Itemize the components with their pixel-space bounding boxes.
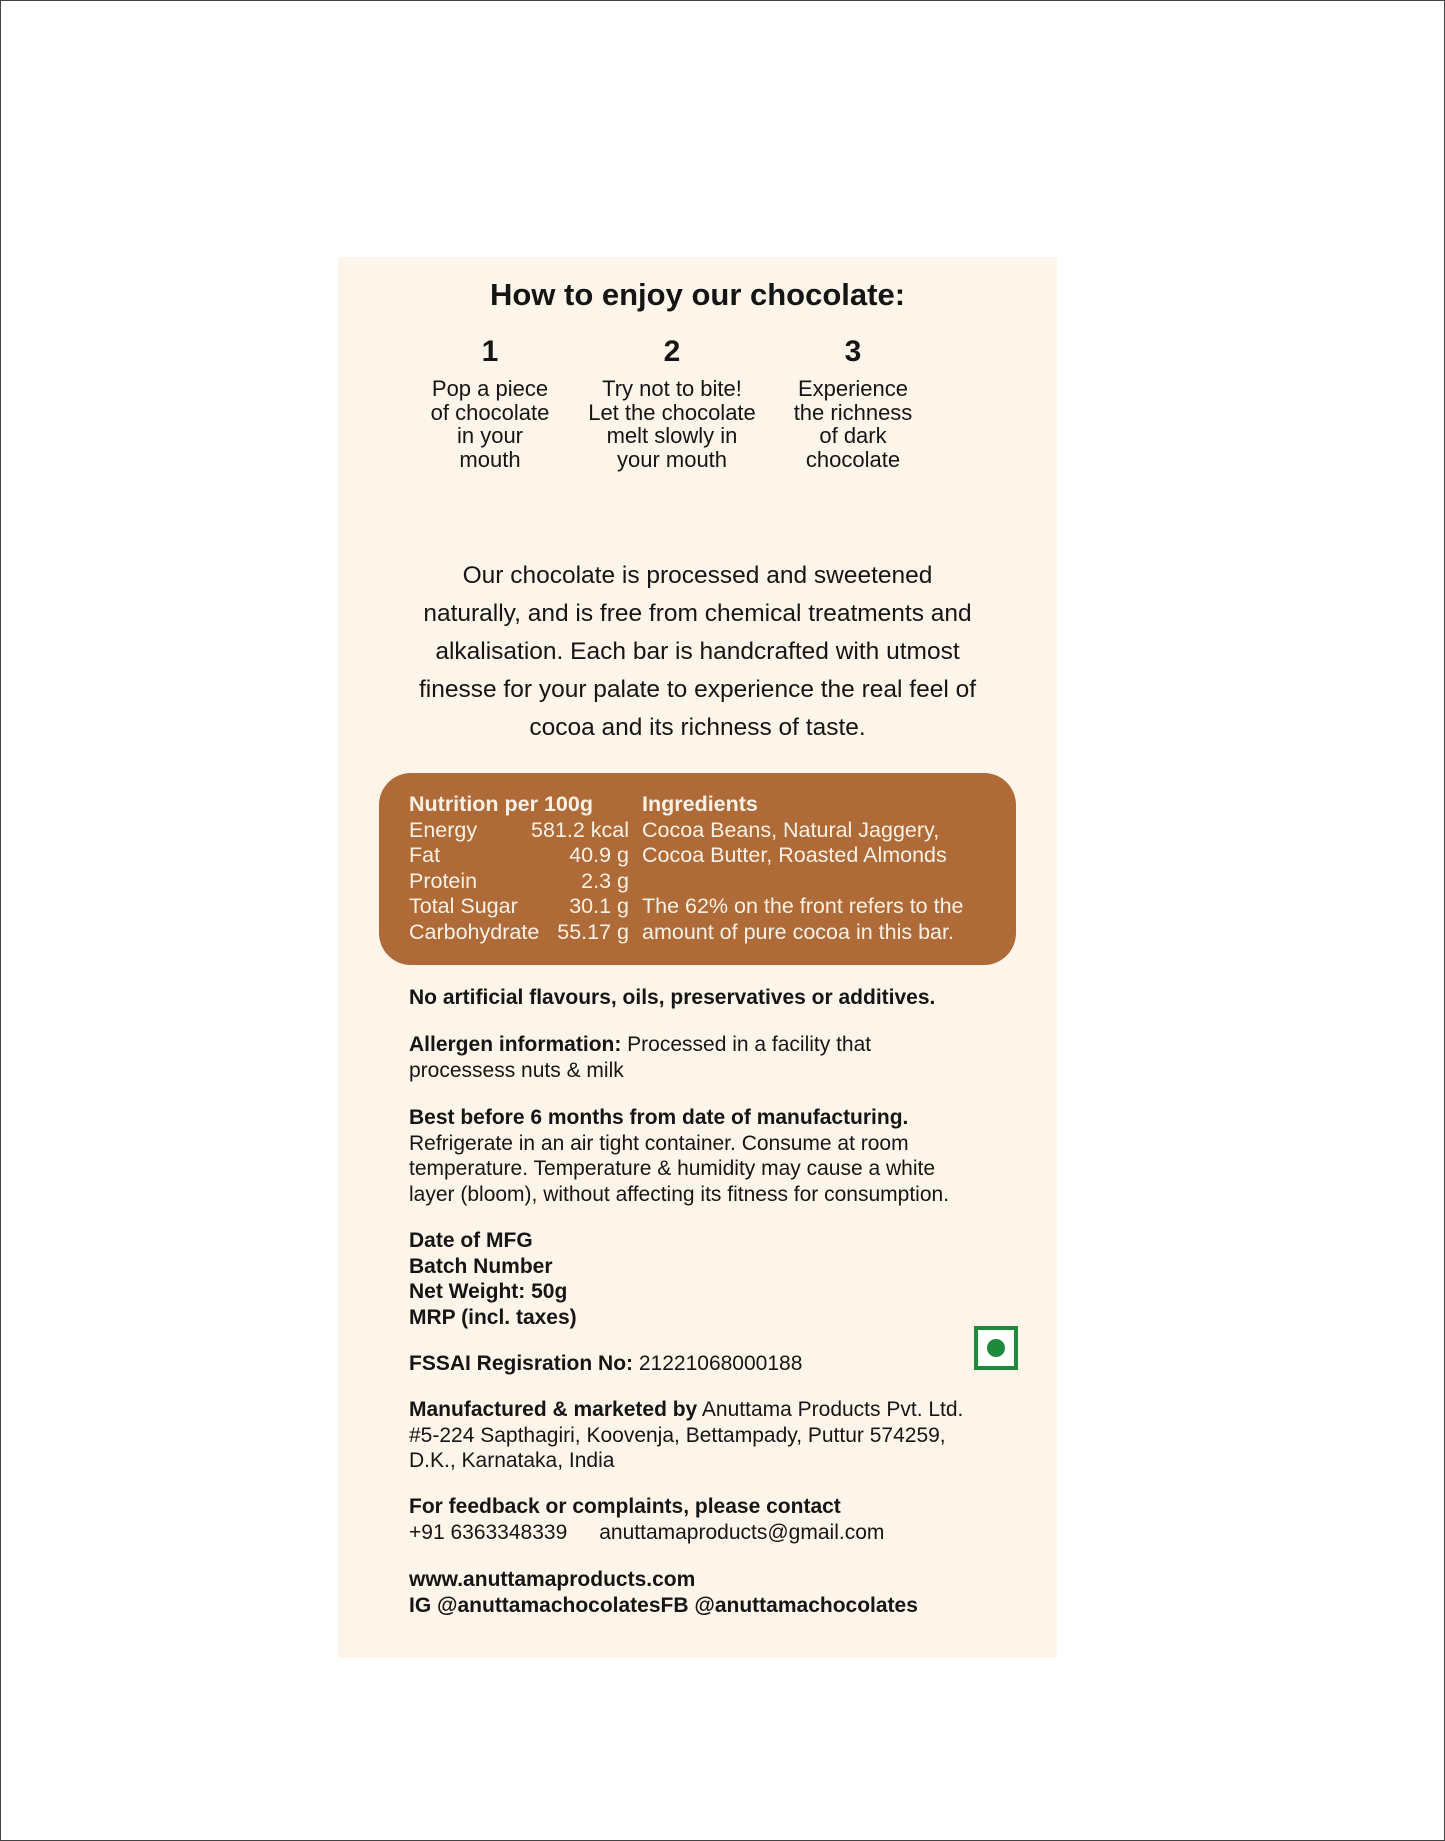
allergen-info [409, 1032, 1029, 1083]
intro-line: alkalisation. Each bar is handcrafted with utmost [435, 638, 960, 665]
allergen-text: Processed in a facility that [621, 1033, 872, 1056]
social-info [409, 1567, 1029, 1618]
step-1 [400, 335, 580, 471]
no-artificial-text: No artificial flavours, oils, preservatives or additives. [409, 986, 936, 1009]
nutrient-name: Total Sugar [409, 894, 518, 918]
page-title: How to enjoy our chocolate: [489, 277, 906, 312]
cocoa-note-line: amount of pure cocoa in this bar. [642, 919, 954, 944]
nutrient-value: 30.1 g [569, 894, 629, 918]
step-line: chocolate [805, 446, 901, 472]
step-line: Experience [797, 376, 909, 401]
step-text [763, 377, 943, 471]
step-line: your mouth [616, 446, 728, 472]
product-details [409, 1228, 1029, 1330]
step-number: 3 [844, 335, 862, 368]
nutrition-table [409, 792, 629, 945]
nutrition-row [409, 894, 629, 920]
nutrition-row [409, 920, 629, 946]
step-line: of chocolate [430, 399, 550, 425]
step-text [582, 377, 762, 471]
date-of-mfg: Date of MFG [409, 1229, 533, 1252]
best-before-info [409, 1105, 1029, 1207]
address-line: D.K., Karnataka, India [409, 1449, 615, 1472]
mrp: MRP (incl. taxes) [409, 1305, 577, 1329]
step-number: 2 [663, 335, 681, 368]
label-panel [338, 257, 1057, 1658]
step-line: of dark [819, 423, 887, 448]
step-3 [763, 335, 943, 471]
nutrition-heading: Nutrition per 100g [409, 792, 593, 816]
no-artificial-statement [409, 985, 1029, 1011]
nutrition-row [409, 818, 629, 844]
nutrient-name: Protein [409, 868, 478, 893]
step-text [400, 377, 580, 471]
step-line: Let the chocolate [588, 399, 756, 425]
intro-line: naturally, and is free from chemical treatments and [423, 600, 972, 627]
intro-line: cocoa and its richness of taste. [529, 714, 866, 741]
nutrition-box [379, 773, 1016, 965]
ingredients-line: Cocoa Beans, Natural Jaggery, [642, 817, 940, 842]
net-weight: Net Weight: 50g [409, 1280, 568, 1303]
nutrient-name: Fat [409, 843, 441, 867]
email-address[interactable]: anuttamaproducts@gmail.com [599, 1520, 885, 1544]
facebook-handle[interactable]: FB @anuttamachocolates [660, 1593, 918, 1617]
cocoa-note-line: The 62% on the front refers to the [642, 894, 964, 918]
step-2 [582, 335, 762, 471]
fssai-number: 21221068000188 [633, 1352, 803, 1375]
nutrient-name: Energy [409, 817, 478, 842]
step-line: Try not to bite! [602, 376, 742, 401]
feedback-heading: For feedback or complaints, please contact [409, 1495, 841, 1518]
phone-number[interactable]: +91 6363348339 [409, 1520, 568, 1544]
storage-line: Refrigerate in an air tight container. Consume at room [409, 1131, 909, 1155]
allergen-label: Allergen information: [409, 1033, 622, 1056]
nutrient-value: 581.2 kcal [530, 817, 629, 842]
fssai-label: FSSAI Regisration No: [409, 1352, 634, 1375]
address-line: #5-224 Sapthagiri, Koovenja, Bettampady, Puttur 574259, [409, 1423, 946, 1447]
nutrition-row [409, 869, 629, 895]
best-before-heading: Best before 6 months from date of manufacturing. [409, 1106, 909, 1129]
step-line: Pop a piece [431, 376, 549, 401]
instagram-handle[interactable]: IG @anuttamachocolates [409, 1593, 661, 1617]
manufacturer-name: Anuttama Products Pvt. Ltd. [697, 1398, 964, 1421]
intro-line: finesse for your palate to experience the real feel of [418, 676, 977, 703]
cocoa-note [642, 894, 1002, 945]
website-link[interactable]: www.anuttamaproducts.com [409, 1568, 696, 1591]
fssai-info [409, 1351, 1029, 1377]
step-line: the richness [793, 399, 913, 425]
intro-paragraph [378, 557, 1017, 747]
step-line: melt slowly in [606, 423, 738, 448]
nutrition-row [409, 843, 629, 869]
manufacturer-label: Manufactured & marketed by [409, 1398, 698, 1421]
step-line: in your [456, 423, 524, 448]
ingredients [642, 792, 1002, 945]
ingredients-heading: Ingredients [642, 792, 758, 816]
manufacturer-info [409, 1397, 1029, 1474]
allergen-text: processess nuts & milk [409, 1058, 624, 1082]
feedback-info [409, 1494, 1029, 1545]
step-line: mouth [459, 446, 521, 472]
nutrient-value: 55.17 g [557, 919, 629, 944]
nutrient-value: 2.3 g [581, 868, 629, 893]
storage-line: temperature. Temperature & humidity may cause a white [409, 1157, 936, 1180]
nutrient-value: 40.9 g [569, 843, 629, 867]
intro-line: Our chocolate is processed and sweetened [462, 562, 933, 589]
nutrient-name: Carbohydrate [409, 919, 540, 944]
storage-line: layer (bloom), without affecting its fitness for consumption. [409, 1182, 950, 1206]
ingredients-line: Cocoa Butter, Roasted Almonds [642, 843, 947, 867]
step-number: 1 [481, 335, 499, 368]
batch-number: Batch Number [409, 1254, 553, 1278]
